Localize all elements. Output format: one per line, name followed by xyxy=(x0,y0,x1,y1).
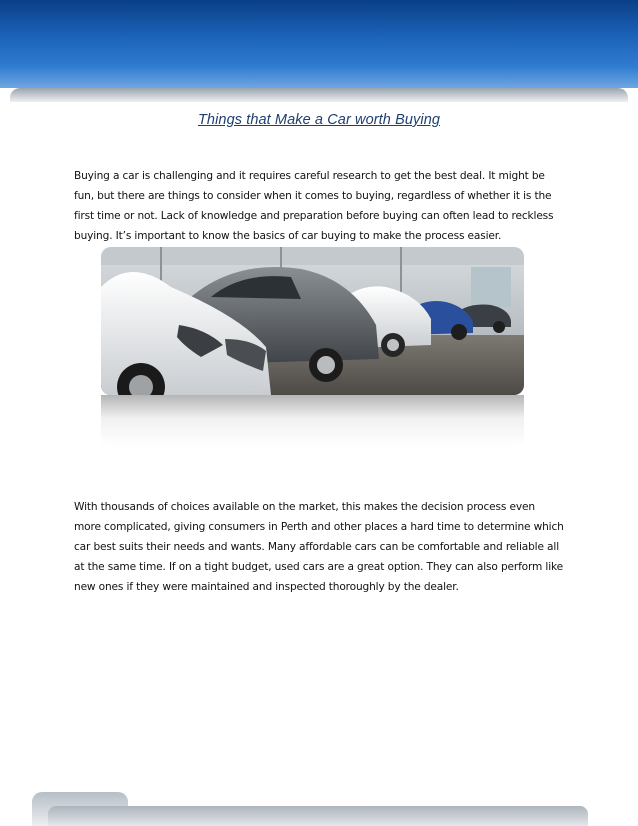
intro-paragraph xyxy=(74,166,564,246)
header-banner xyxy=(0,0,638,88)
paragraph-text: With thousands of choices available on the market, this makes the decision process even more complicated, giving consumers in Perth and other places a hard time to determine which car best suits their needs and wants. Many affordable cars can be comfortable and reliable all at the same time. If on a tight budget, used cars are a great option. They can also perform like new ones if they were maintained and inspected thoroughly by the dealer. xyxy=(74,501,564,593)
car-photo-image xyxy=(101,247,524,395)
footer-bar xyxy=(48,806,588,826)
page-title: Things that Make a Car worth Buying xyxy=(197,112,441,128)
photo-reflection xyxy=(101,395,524,447)
paragraph-text: Buying a car is challenging and it requires careful research to get the best deal. It might be fun, but there are things to consider when it comes to buying, regardless of whether it is the first time or not. Lack of knowledge and preparation before buying can often lead to reckless buying. It’s important to know the basics of car buying to make the process easier. xyxy=(74,170,554,242)
header-shadow xyxy=(10,88,628,102)
car-lot-photo xyxy=(101,247,524,447)
second-paragraph xyxy=(74,497,564,597)
